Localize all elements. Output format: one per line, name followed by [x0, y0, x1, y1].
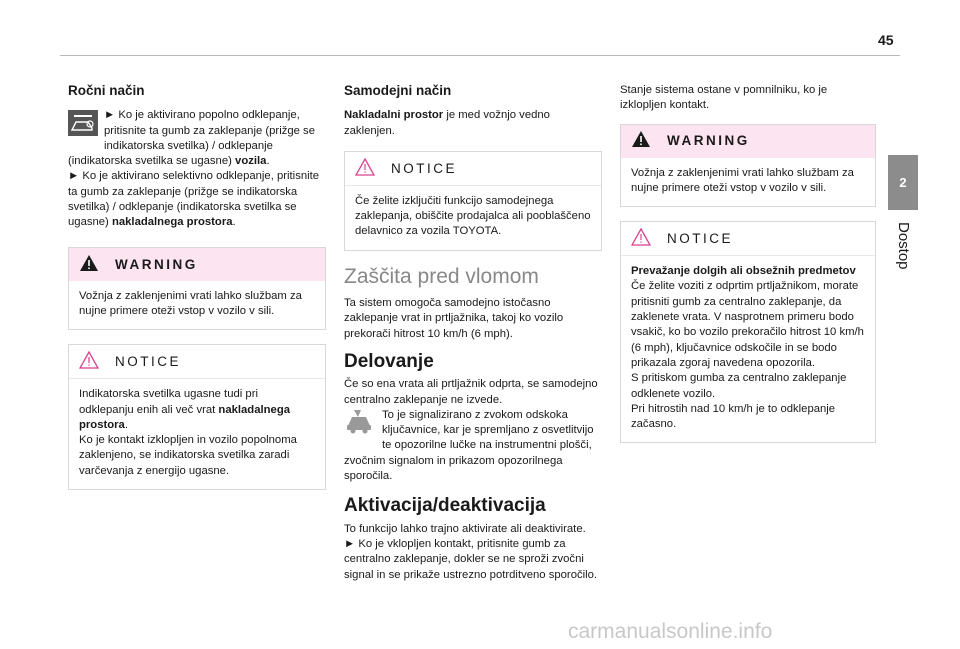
auto-bold: Nakladalni prostor	[344, 109, 444, 122]
header-rule	[60, 55, 900, 56]
column-1	[68, 83, 326, 490]
section-title-operation: Delovanje	[344, 350, 434, 372]
warning-body: Vožnja z zaklenjenimi vrati lahko službam za nujne primere oteži vstop v vozilo v sili.	[631, 166, 854, 194]
manual-text: ► Ko je aktivirano selektivno odklepanje, pritisnite ta gumb za zaklepanje (prižge se indikatorska svetilka) / odklepanje (indikatorska svetilka se ugasne)	[68, 170, 320, 229]
notice-triangle-icon	[355, 158, 375, 179]
notice-heading: Prevažanje dolgih ali obsežnih predmetov	[631, 265, 856, 278]
open-door-warning-icon	[344, 408, 374, 439]
page-number: 45	[878, 32, 894, 48]
warning-header	[69, 248, 325, 281]
activation-text: To funkcijo lahko trajno aktivirate ali deaktivirate.	[344, 522, 586, 535]
notice-header	[345, 152, 601, 186]
notice-header	[621, 222, 875, 256]
warning-title: WARNING	[115, 256, 198, 272]
notice-triangle-icon	[79, 351, 99, 372]
section-title-theft: Zaščita pred vlomom	[344, 264, 539, 288]
manual-text: .	[266, 155, 270, 168]
notice-text: Indikatorska svetilka ugasne tudi pri odklepanju enih ali več vrat	[79, 388, 258, 416]
warning-title: WARNING	[667, 133, 750, 149]
operation-text: To je signalizirano z zvokom odskoka ključavnice, kar je spremljano z osvetlitvijo te opozorilne lučke na instrumentni plošči, zvočnim signalom in prikazom opozorilnega sporočila.	[344, 408, 594, 483]
notice-text: S pritiskom gumba za centralno zaklepanje odklenete vozilo.	[631, 372, 847, 400]
section-title-auto: Samodejni način	[344, 83, 452, 98]
operation-text: Če so ena vrata ali prtljažnik odprta, se samodejno centralno zaklepanje ne izvede.	[344, 378, 598, 406]
warning-box	[68, 247, 326, 331]
notice-text: Ko je kontakt izklopljen in vozilo popolnoma zaklenjeno, se indikatorska svetilka zaradi varčevanja z energijo ugasne.	[79, 434, 297, 477]
auto-text: je med vožnjo vedno zaklenjen.	[344, 109, 550, 137]
central-lock-button-icon	[68, 110, 98, 141]
notice-title: NOTICE	[115, 354, 182, 370]
manual-text: ► Ko je aktivirano popolno odklepanje, pritisnite ta gumb za zaklepanje (prižge se indikatorska svetilka) / odklepanje (indikatorska svetilka se ugasne)	[68, 109, 315, 168]
notice-box-2	[620, 221, 876, 443]
memory-text: Stanje sistema ostane v pomnilniku, ko je izklopljen kontakt.	[620, 84, 828, 112]
notice-box-auto	[344, 151, 602, 251]
manual-bold: nakladalnega prostora	[111, 216, 233, 229]
manual-text: .	[232, 216, 236, 229]
manual-paragraph-1	[68, 108, 326, 169]
notice-body	[621, 256, 875, 442]
activation-text: ► Ko je vklopljen kontakt, pritisnite gumb za centralno zaklepanje, dokler se ne sproži zvočni signal in se prikaže ustrezno potrditveno sporočilo.	[344, 537, 598, 581]
notice-title: NOTICE	[391, 160, 458, 176]
auto-paragraph	[344, 108, 602, 139]
notice-body	[69, 379, 325, 489]
section-title-activation: Aktivacija/deaktivacija	[344, 495, 546, 517]
notice-header	[69, 345, 325, 379]
theft-text: Ta sistem omogoča samodejno istočasno zaklepanje vrat in prtljažnika, takoj ko vozilo prekorači hitrost 10 km/h (6 mph).	[344, 297, 564, 340]
manual-paragraph-2	[68, 169, 326, 230]
footer-watermark: carmanualsonline.info	[568, 620, 773, 643]
notice-box	[68, 344, 326, 490]
section-title-manual: Ročni način	[68, 83, 145, 98]
notice-text: Pri hitrostih nad 10 km/h je to odklepanje začasno.	[631, 402, 836, 431]
notice-bold: nakladalnega prostora	[79, 403, 290, 431]
warning-header	[621, 125, 875, 158]
notice-text: Če želite voziti z odprtim prtljažnikom, morate pritisniti gumb za centralno zaklepanje, da zaklenete vrata. V nasprotnem primeru bodo vsakič, ko bo vozilo prekoračilo hitrost 10 km/h (6 mph), ključavnice odskočile in se bodo prikazala zgoraj navedena opozorila.	[631, 280, 864, 369]
warning-triangle-icon	[631, 130, 651, 151]
notice-text: .	[124, 418, 128, 431]
column-3	[620, 83, 876, 443]
operation-paragraph-2	[344, 408, 602, 484]
manual-bold: vozila	[235, 155, 267, 168]
notice-body: Če želite izključiti funkcijo samodejnega zaklepanja, obiščite prodajalca ali pooblaščeno delavnico za vozila TOYOTA.	[355, 194, 591, 238]
warning-body: Vožnja z zaklenjenimi vrati lahko službam za nujne primere oteži vstop v vozilo v sili.	[79, 289, 302, 317]
notice-triangle-icon	[631, 228, 651, 249]
chapter-label: Dostop	[895, 222, 912, 270]
warning-box-2	[620, 124, 876, 208]
chapter-tab[interactable]: 2	[888, 155, 918, 210]
column-2	[344, 83, 602, 583]
notice-title: NOTICE	[667, 231, 734, 247]
warning-triangle-icon	[79, 254, 99, 275]
